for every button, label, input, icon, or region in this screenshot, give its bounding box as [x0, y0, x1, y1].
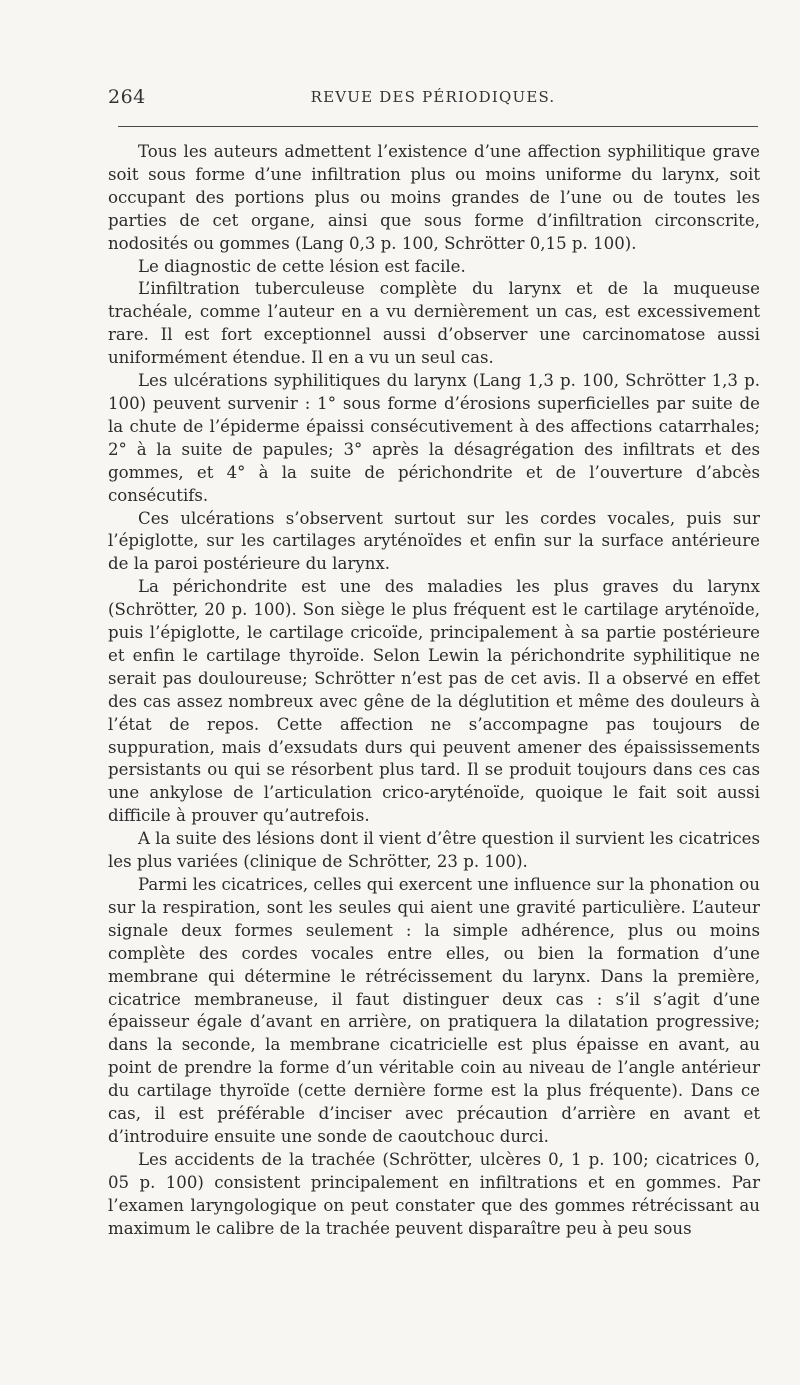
paragraph-cicatrices-intro: A la suite des lésions dont il vient d’être question il survient les cicatrices les plus variées (clinique de Schrötter, 23 p. 100).	[108, 829, 760, 872]
paragraph-tuberculous-infiltration: L’infiltration tuberculeuse complète du larynx et de la muqueuse trachéale, comme l’auteur en a vu dernièrement un cas, est excessivement rare. Il est fort exceptionnel aussi d’observer une carcinomatose aussi uniformément étendue. Il en a vu un seul cas.	[108, 279, 760, 368]
paragraph-ulceration-sites: Ces ulcérations s’observent surtout sur les cordes vocales, puis sur l’épiglotte, sur les cartilages aryténoïdes et enfin sur la surface antérieure de la paroi postérieure du larynx.	[108, 508, 760, 574]
paragraph-trachea: Les accidents de la trachée (Schrötter, ulcères 0, 1 p. 100; cicatrices 0, 05 p. 100) consistent principalement en infiltrations et en gommes. Par l’examen laryngologique on peut constater que des gommes rétrécissant au maximum le calibre de la trachée peuvent disparaître peu à peu sous	[108, 1149, 760, 1238]
paragraph-cicatrices-forms: Parmi les cicatrices, celles qui exercent une influence sur la phonation ou sur la respiration, sont les seules qui aient une gravité particulière. L’auteur signale deux formes seulement : la simple adhérence, plus ou moins complète des cordes vocales entre elles, ou bien la formation d’une membrane qui détermine le rétrécissement du larynx. Dans la première, cicatrice membraneuse, il faut distinguer deux cas : s’il s’agit d’une épaisseur égale d’avant en arrière, on pratiquera la dilatation progressive; dans la seconde, la membrane cicatricielle est plus épaisse en avant, au point de prendre la forme d’un véritable coin au niveau de l’angle antérieur du cartilage thyroïde (cette dernière forme est la plus fréquente). Dans ce cas, il est préférable d’inciser avec précaution d’arrière en avant et d’introduire ensuite une sonde de caoutchouc durci.	[108, 875, 760, 1146]
page-header	[108, 86, 758, 112]
article-body	[108, 141, 760, 1241]
paragraph-perichondritis: La périchondrite est une des maladies les plus graves du larynx (Schrötter, 20 p. 100). Son siège le plus fréquent est le cartilage aryténoïde, puis l’épiglotte, le cartilage cricoïde, principalement à sa partie postérieure et enfin le cartilage thyroïde. Selon Lewin la périchondrite syphilitique ne serait pas douloureuse; Schrötter n’est pas de cet avis. Il a observé en effet des cas assez nombreux avec gêne de la déglutition et même des douleurs à l’état de repos. Cette affection ne s’accompagne pas toujours de suppuration, mais d’exsudats durs qui peuvent amener des épaississements persistants ou qui se résorbent plus tard. Il se produit toujours dans ces cas une ankylose de l’articulation crico-aryténoïde, quoique le fait soit aussi difficile à prouver qu’autrefois.	[108, 577, 760, 826]
paragraph-diagnosis: Le diagnostic de cette lésion est facile.	[138, 256, 466, 276]
paragraph-ulcerations: Les ulcérations syphilitiques du larynx (Lang 1,3 p. 100, Schrötter 1,3 p. 100) peuvent survenir : 1° sous forme d’érosions superficielles par suite de la chute de l’épiderme épaissi consécutivement à des affections catarrhales; 2° à la suite de papules; 3° après la désagrégation des infiltrats et des gommes, et 4° à la suite de périchondrite et de l’ouverture d’abcès consécutifs.	[108, 371, 760, 505]
paragraph-syphilitic-infiltration: Tous les auteurs admettent l’existence d’une affection syphilitique grave soit sous forme d’une infiltration plus ou moins uniforme du larynx, soit occupant des portions plus ou moins grandes de l’une ou de toutes les parties de cet organe, ainsi que sous forme d’infiltration circonscrite, nodosités ou gommes (Lang 0,3 p. 100, Schrötter 0,15 p. 100).	[108, 142, 760, 253]
header-rule	[118, 126, 758, 127]
running-title: REVUE DES PÉRIODIQUES.	[310, 88, 556, 106]
page-number: 264	[108, 86, 146, 108]
